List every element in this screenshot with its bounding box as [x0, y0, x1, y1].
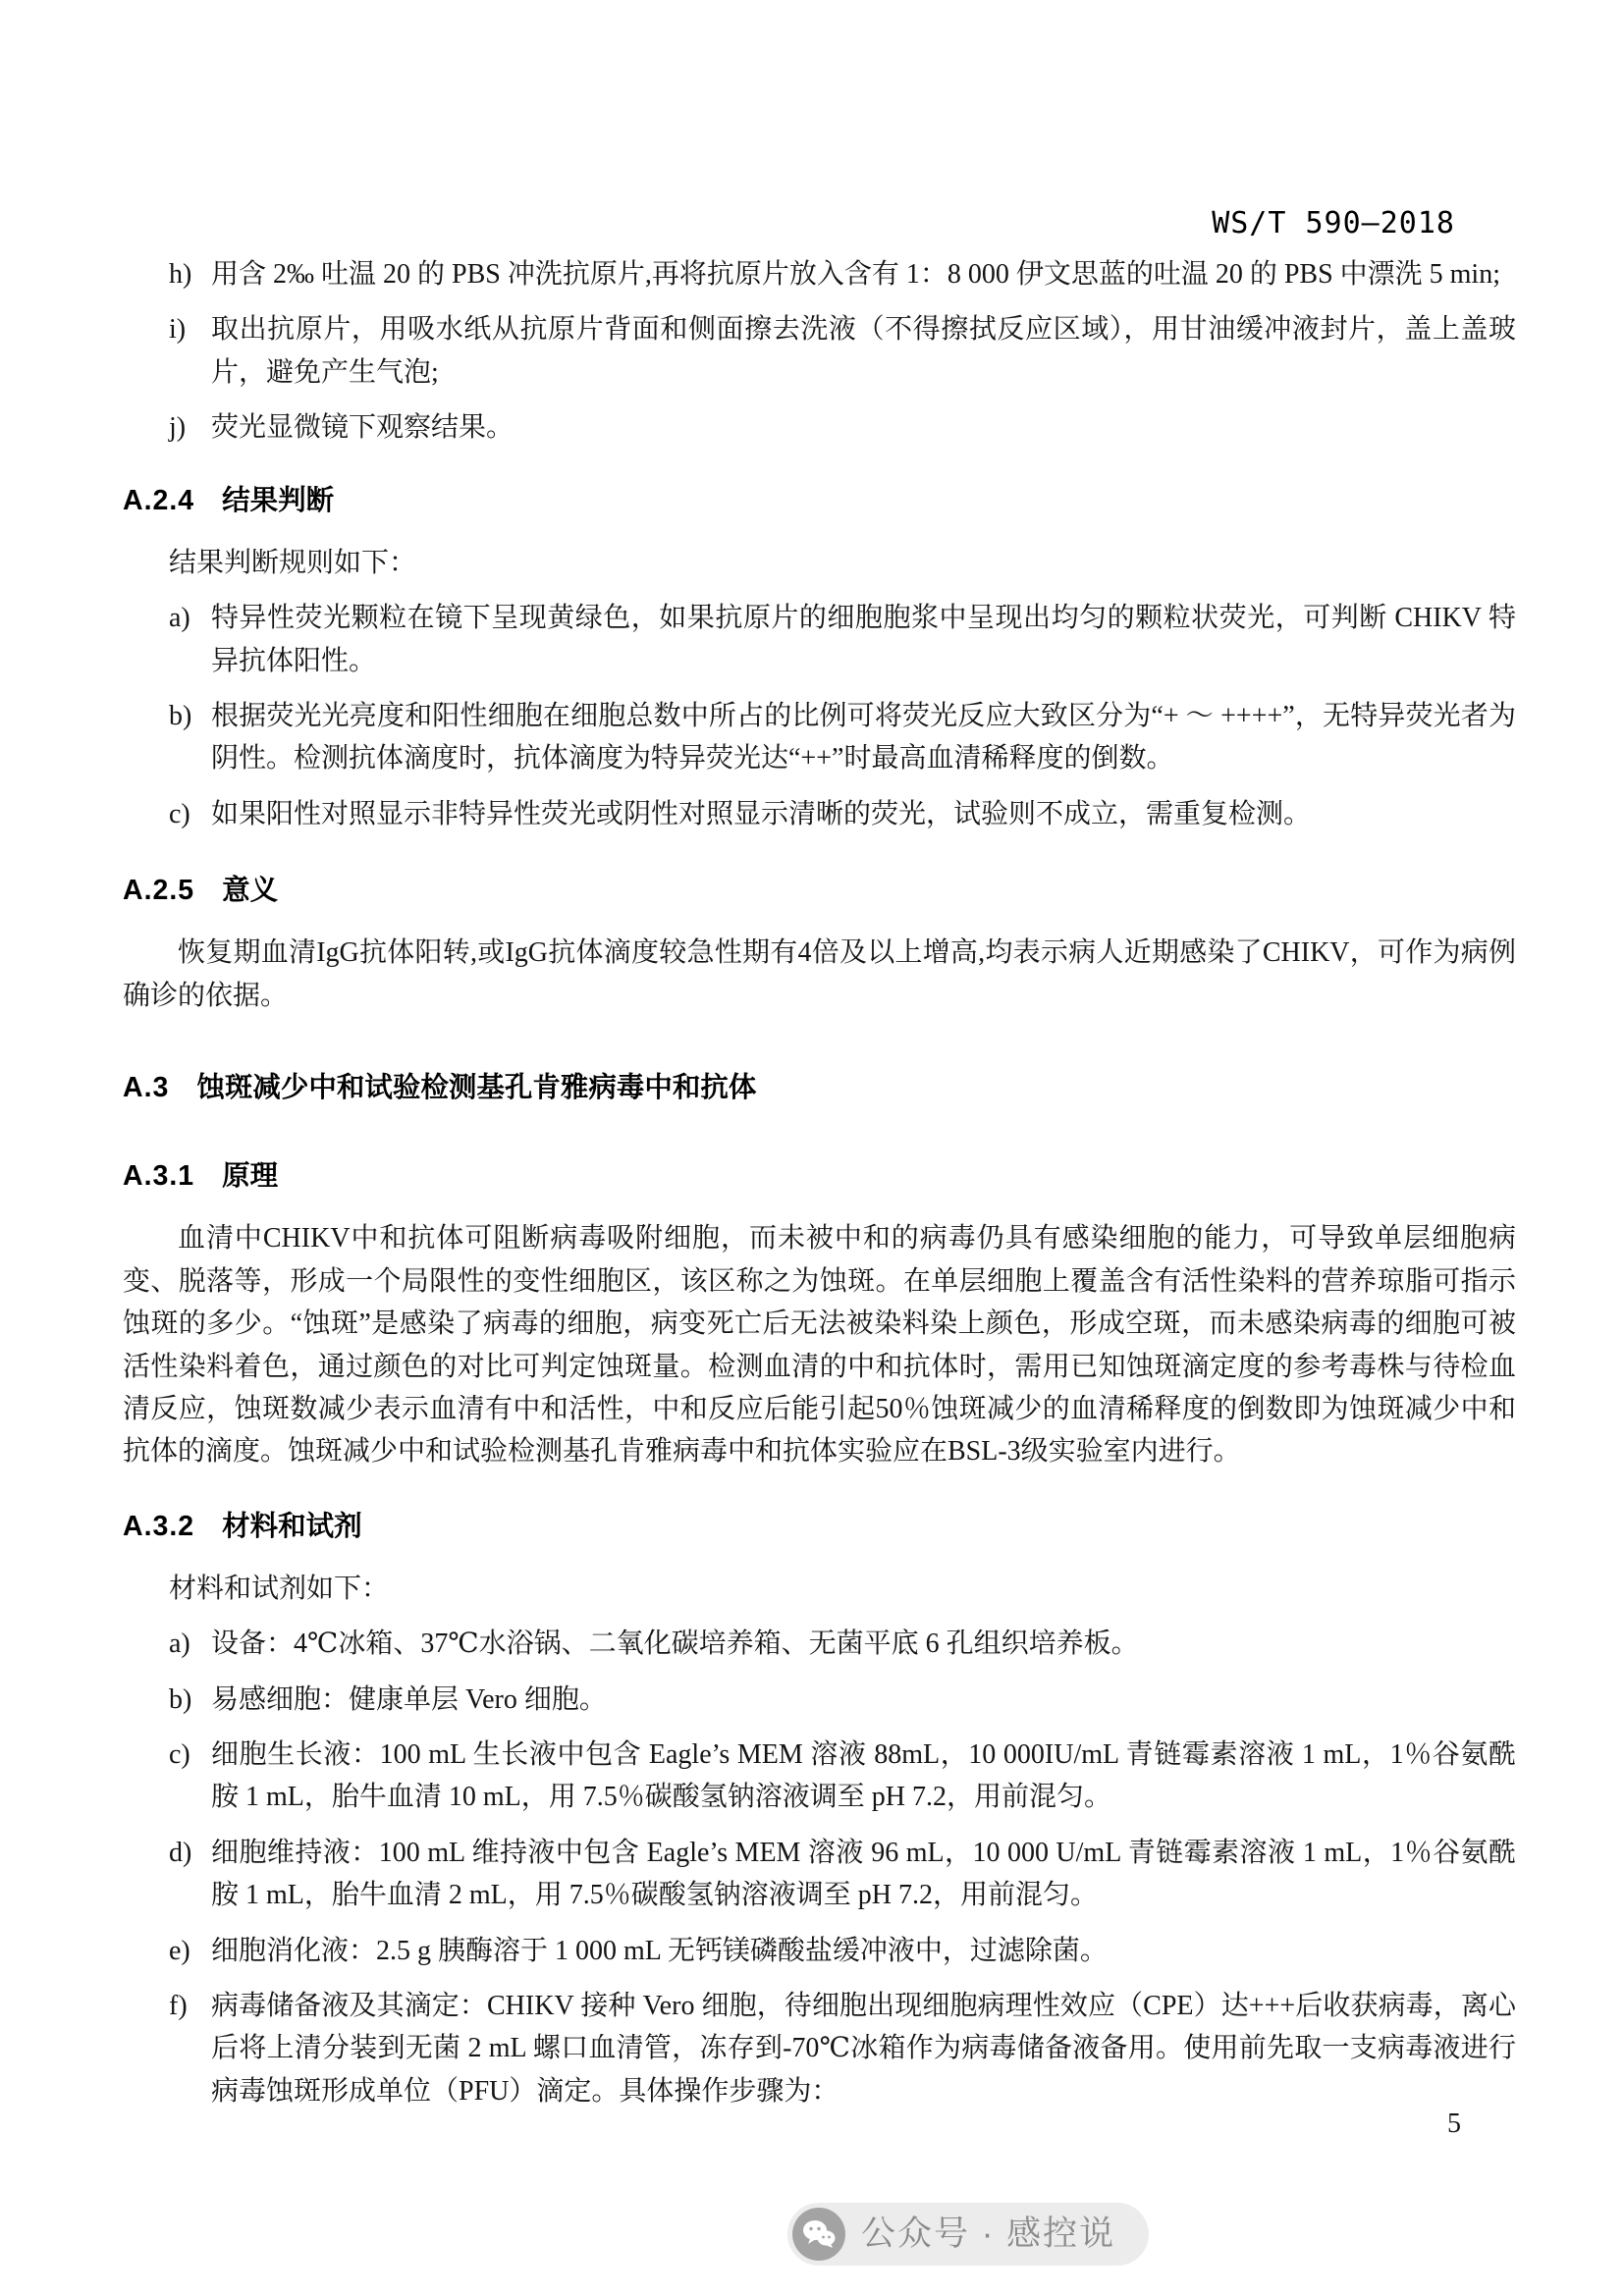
list-item-marker: b) — [169, 1683, 192, 1715]
list-item-text: 根据荧光光亮度和阳性细胞在细胞总数中所占的比例可将荧光反应大致区分为“+ ～ ++++”，无特异荧光者为阴性。检测抗体滴度时，抗体滴度为特异荧光达“++”时最高血清稀释度的倒数。 — [211, 700, 1516, 774]
section-title: 结果判断 — [222, 484, 335, 516]
list-item-text: 病毒储备液及其滴定：CHIKV 接种 Vero 细胞，待细胞出现细胞病理性效应（CPE）达+++后收获病毒，离心后将上清分装到无菌 2 mL 螺口血清管，冻存到-70℃冰箱作为病毒储备液备用。使用前先取一支病毒液进行病毒蚀斑形成单位（PFU）滴定。具体操作步骤为： — [211, 1991, 1516, 2107]
section-heading-a32 — [123, 1505, 1516, 1548]
page-number: 5 — [1447, 2109, 1461, 2139]
list-item — [123, 406, 1516, 449]
list-item-text: 取出抗原片，用吸水纸从抗原片背面和侧面擦去洗液（不得擦拭反应区域），用甘油缓冲液封片，盖上盖玻片，避免产生气泡; — [211, 314, 1516, 388]
list-item-text: 特异性荧光颗粒在镜下呈现黄绿色，如果抗原片的细胞胞浆中呈现出均匀的颗粒状荧光，可判断 CHIKV 特异抗体阳性。 — [211, 603, 1516, 676]
list-item-marker: b) — [169, 700, 192, 731]
section-title: 原理 — [222, 1160, 279, 1193]
list-item-marker: d) — [169, 1837, 192, 1868]
section-number: A.3.1 — [123, 1160, 195, 1193]
section-intro-a24: 结果判断规则如下： — [169, 547, 417, 578]
list-item-text: 细胞生长液：100 mL 生长液中包含 Eagle’s MEM 溶液 88mL，10 000IU/mL 青链霉素溶液 1 mL，1％谷氨酰胺 1 mL，胎牛血清 10 mL，用 7.5％碳酸氢钠溶液调至 pH 7.2，用前混匀。 — [211, 1739, 1516, 1813]
list-item-text: 用含 2‰ 吐温 20 的 PBS 冲洗抗原片,再将抗原片放入含有 1：8 000 伊文思蓝的吐温 20 的 PBS 中漂洗 5 min; — [211, 259, 1500, 290]
list-item-marker: a) — [169, 1629, 190, 1660]
section-heading-a31 — [123, 1154, 1516, 1198]
list-item — [123, 1930, 1516, 1972]
section-heading-a3 — [123, 1066, 1516, 1109]
list-item-marker: j) — [169, 412, 187, 444]
section-intro-a32: 材料和试剂如下： — [169, 1573, 390, 1604]
list-item — [123, 253, 1516, 295]
list-item — [123, 695, 1516, 780]
section-paragraph-a31: 血清中CHIKV中和抗体可阻断病毒吸附细胞，而未被中和的病毒仍具有感染细胞的能力，可导致单层细胞病变、脱落等，形成一个局限性的变性细胞区，该区称之为蚀斑。在单层细胞上覆盖含有活性染料的营养琼脂可指示蚀斑的多少。“蚀斑”是感染了病毒的细胞，病变死亡后无法被染料染上颜色，形成空斑，而未感染病毒的细胞可被活性染料着色，通过颜色的对比可判定蚀斑量。检测血清的中和抗体时，需用已知蚀斑滴定度的参考毒株与待检血清反应，蚀斑数减少表示血清有中和活性，中和反应后能引起50％蚀斑减少的血清稀释度的倒数即为蚀斑减少中和抗体的滴度。蚀斑减少中和试验检测基孔肯雅病毒中和抗体实验应在BSL-3级实验室内进行。 — [123, 1223, 1516, 1468]
materials-list — [123, 1623, 1516, 2112]
list-item — [123, 1832, 1516, 1917]
section-number: A.2.5 — [123, 875, 195, 907]
list-item-marker: i) — [169, 314, 187, 346]
list-item-text: 易感细胞：健康单层 Vero 细胞。 — [211, 1683, 607, 1715]
section-heading-a25 — [123, 869, 1516, 912]
list-item — [123, 597, 1516, 682]
section-number: A.3 — [123, 1072, 170, 1104]
section-title: 材料和试剂 — [222, 1510, 362, 1542]
list-item-text: 设备：4℃冰箱、37℃水浴锅、二氧化碳培养箱、无菌平底 6 孔组织培养板。 — [211, 1629, 1139, 1660]
list-item — [123, 1679, 1516, 1721]
list-item — [123, 1623, 1516, 1665]
section-title: 意义 — [222, 875, 279, 907]
list-item-marker: f) — [169, 1991, 188, 2022]
list-item-marker: h) — [169, 259, 192, 290]
list-item-marker: e) — [169, 1935, 190, 1966]
section-number: A.2.4 — [123, 484, 195, 516]
list-item — [123, 793, 1516, 835]
page-content — [123, 253, 1516, 2125]
list-item-text: 荧光显微镜下观察结果。 — [211, 412, 514, 444]
watermark-badge — [787, 2203, 1149, 2266]
list-item-text: 细胞消化液：2.5 g 胰酶溶于 1 000 mL 无钙镁磷酸盐缓冲液中，过滤除菌。 — [211, 1935, 1108, 1966]
section-paragraph-a25: 恢复期血清IgG抗体阳转,或IgG抗体滴度较急性期有4倍及以上增高,均表示病人近期感染了CHIKV，可作为病例确诊的依据。 — [123, 937, 1516, 1011]
list-item — [123, 1985, 1516, 2112]
list-item-text: 细胞维持液：100 mL 维持液中包含 Eagle’s MEM 溶液 96 mL，10 000 U/mL 青链霉素溶液 1 mL，1％谷氨酰胺 1 mL，胎牛血清 2 mL，用 7.5％碳酸氢钠溶液调至 pH 7.2，用前混匀。 — [211, 1837, 1516, 1911]
watermark-text: 公众号 · 感控说 — [861, 2214, 1116, 2253]
section-number: A.3.2 — [123, 1510, 195, 1542]
section-heading-a24 — [123, 479, 1516, 522]
list-item-marker: c) — [169, 798, 190, 829]
result-judgement-list — [123, 597, 1516, 835]
standard-code: WS/T 590—2018 — [1212, 206, 1455, 240]
wechat-icon — [792, 2208, 845, 2261]
list-item-marker: a) — [169, 603, 190, 634]
procedure-list-top — [123, 253, 1516, 450]
list-item-marker: c) — [169, 1739, 190, 1771]
list-item — [123, 1734, 1516, 1819]
list-item-text: 如果阳性对照显示非特异性荧光或阴性对照显示清晰的荧光，试验则不成立，需重复检测。 — [211, 798, 1312, 829]
list-item — [123, 308, 1516, 394]
section-title: 蚀斑减少中和试验检测基孔肯雅病毒中和抗体 — [196, 1072, 757, 1104]
